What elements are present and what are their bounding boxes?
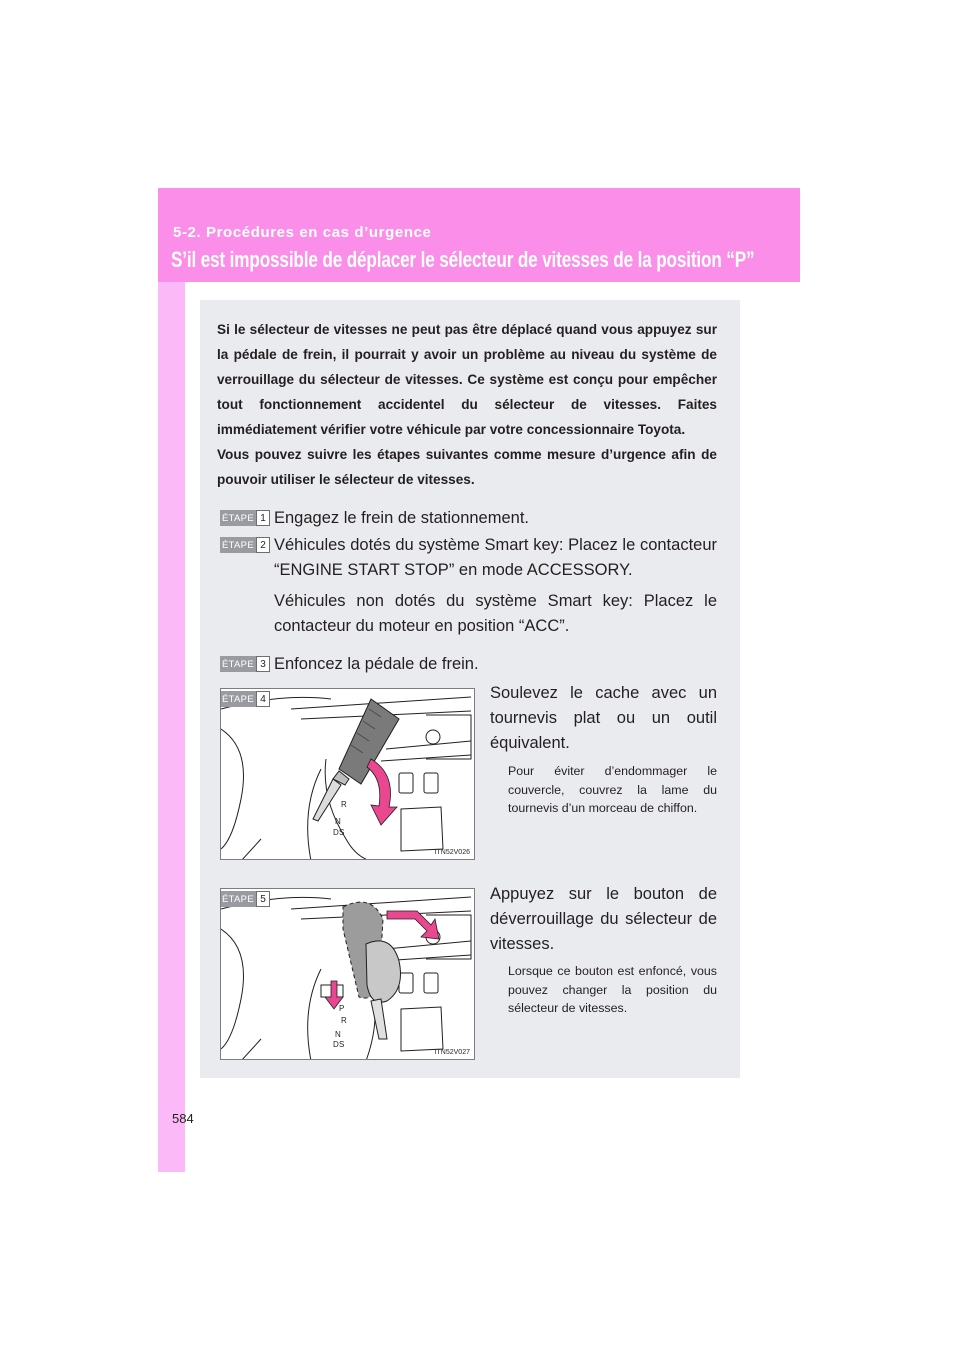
- intro-text: [217, 317, 717, 492]
- shift-cover-illustration: [221, 689, 475, 860]
- step-3-text: Enfoncez la pédale de frein.: [274, 655, 479, 673]
- intro-paragraph: Si le sélecteur de vitesses ne peut pas être déplacé quand vous appuyez sur la pédale de frein, il pourrait y avoir un problème au niveau du système de verrouillage du sélecteur de vitesses. Ce système est conçu pour empêcher tout fonctionnement accidentel du sélecteur de vitesses. Faites immédiatement vérifier votre véhicule par votre concessionnaire Toyota.: [217, 322, 717, 437]
- section-label: 5-2. Procédures en cas d’urgence: [173, 224, 432, 241]
- step-5-text: Appuyez sur le bouton de déverrouillage du sélecteur de vitesses.: [490, 885, 717, 953]
- step-badge-1: ÉTAPE 1: [220, 510, 270, 526]
- gear-letter-n: N: [335, 817, 341, 826]
- gear-letter-r: R: [341, 1016, 347, 1025]
- step-badge-2: ÉTAPE 2: [220, 537, 270, 553]
- illustration-code: ITN52V026: [434, 849, 470, 856]
- gear-letter-n: N: [335, 1030, 341, 1039]
- gear-letter-r: R: [341, 800, 347, 809]
- page-margin-strip: [158, 188, 185, 1172]
- gear-letter-s: S: [339, 1040, 345, 1049]
- gear-letter-d: D: [333, 828, 339, 837]
- step-4-text: Soulevez le cache avec un tournevis plat ou un outil équivalent.: [490, 684, 717, 752]
- step-4-illustration: [220, 688, 475, 860]
- step-2-text: Véhicules dotés du système Smart key: Placez le contacteur “ENGINE START STOP” en mode ACCESSORY. Véhicules non dotés du système Smart key: Placez le contacteur du moteur en position “ACC”.: [274, 536, 717, 635]
- step-4-note: Pour éviter d’endommager le couvercle, couvrez la lame du tournevis d’un morceau de chiffon.: [508, 764, 717, 815]
- shift-knob-icon: [343, 902, 401, 1039]
- step-5-illustration: [220, 888, 475, 1060]
- shift-lever-illustration: [221, 889, 475, 1060]
- page-number: 584: [172, 1111, 194, 1126]
- gear-letter-p: P: [339, 1004, 345, 1013]
- intro-paragraph: Vous pouvez suivre les étapes suivantes comme mesure d’urgence afin de pouvoir utiliser le sélecteur de vitesses.: [217, 447, 717, 487]
- lift-arrow-icon: [367, 759, 397, 825]
- gear-letter-d: D: [333, 1040, 339, 1049]
- step-badge-4: ÉTAPE 4: [220, 691, 270, 707]
- gear-letter-s: S: [339, 828, 345, 837]
- illustration-code: ITN52V027: [434, 1049, 470, 1056]
- step-5-note: Lorsque ce bouton est enfoncé, vous pouvez changer la position du sélecteur de vitesses.: [508, 964, 717, 1015]
- step-1-text: Engagez le frein de stationnement.: [274, 509, 530, 527]
- step-badge-3: ÉTAPE 3: [220, 656, 270, 672]
- page-title: S’il est impossible de déplacer le sélecteur de vitesses de la position “P”: [171, 247, 755, 272]
- step-badge-5: ÉTAPE 5: [220, 891, 270, 907]
